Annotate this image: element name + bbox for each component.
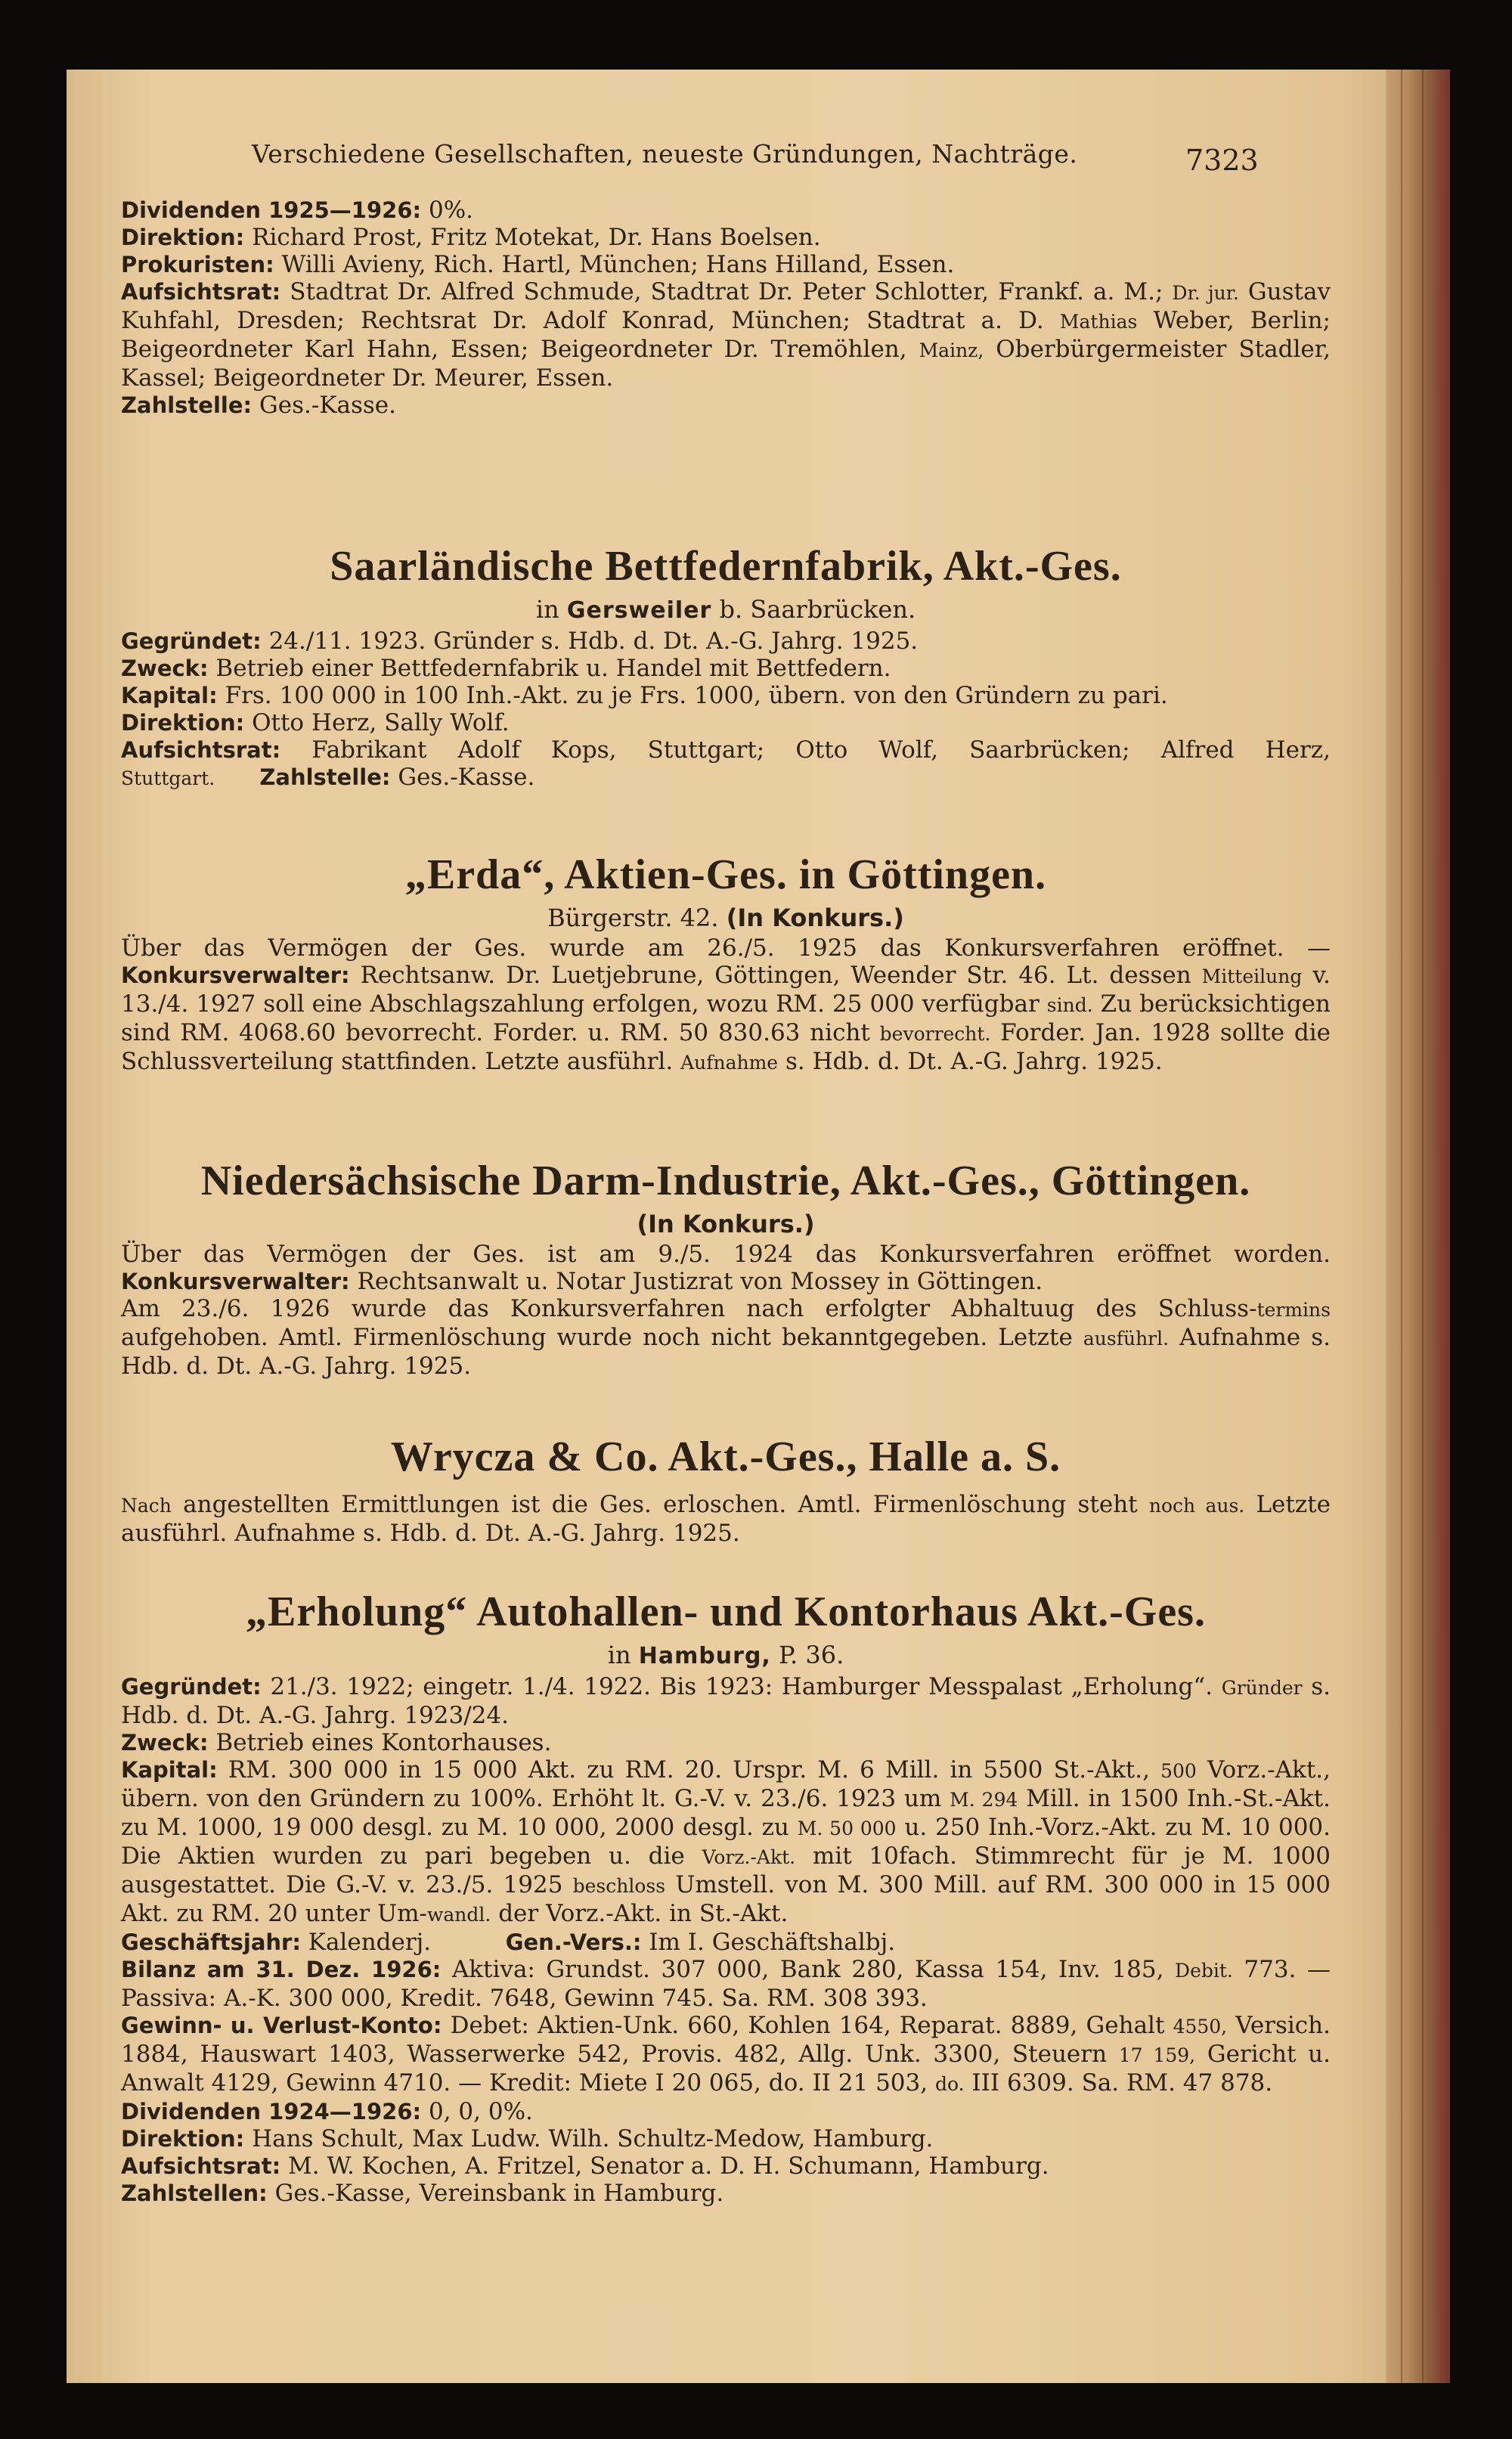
erholung-section — [121, 1585, 1331, 2207]
erholung-balance: Bilanz am 31. Dez. 1926: Aktiva: Grundst. 307 000, Bank 280, Kassa 154, Inv. 185, Debit. 773. — Passiva: A.-K. 300 000, Kredit. 7648, Gewinn 745. Sa. RM. 308 393. — [121, 1956, 1331, 2012]
running-title: Verschiedene Gesellschaften, neueste Gründungen, Nachträge. — [252, 139, 1078, 169]
wrycza-text: Nach angestellten Ermittlungen ist die Ges. erloschen. Amtl. Firmenlöschung steht noch aus. Letzte ausführl. Aufnahme s. Hdb. d. Dt. A.-G. Jahrg. 1925. — [121, 1491, 1331, 1547]
intro-section — [121, 197, 1331, 419]
erda-section — [121, 848, 1331, 1077]
erholung-dividends: Dividenden 1924—1926: 0, 0, 0%. — [121, 2098, 533, 2125]
darm-text-2: Am 23./6. 1926 wurde das Konkursverfahren nach erfolgter Abhaltuug des Schluss-termins aufgehoben. Amtl. Firmenlöschung wurde noch nicht bekanntgegeben. Letzte ausführl. Aufnahme s. Hdb. d. Dt. A.-G. Jahrg. 1925. — [121, 1295, 1331, 1380]
saar-title: Saarländische Bettfedernfabrik, Akt.-Ges. — [330, 543, 1122, 590]
erholung-purpose: Zweck: Betrieb eines Kontorhauses. — [121, 1729, 552, 1756]
wrycza-section — [121, 1430, 1331, 1547]
darm-title: Niedersächsische Darm-Industrie, Akt.-Ges., Göttingen. — [200, 1158, 1251, 1204]
saar-capital: Kapital: Frs. 100 000 in 100 Inh.-Akt. zu je Frs. 1000, übern. von den Gründern zu pari. — [121, 682, 1168, 709]
darm-section — [121, 1154, 1331, 1380]
erholung-founded: Gegründet: 21./3. 1922; eingetr. 1./4. 1922. Bis 1923: Hamburger Messpalast „Erholung“. Gründer s. Hdb. d. Dt. A.-G. Jahrg. 1923/24. — [121, 1673, 1331, 1729]
erholung-capital: Kapital: RM. 300 000 in 15 000 Akt. zu RM. 20. Urspr. M. 6 Mill. in 5500 St.-Akt., 500 Vorz.-Akt., übern. von den Gründern zu 100%. Erhöht lt. G.-V. v. 23./6. 1923 um M. 294 Mill. in 1500 Inh.-St.-Akt. zu M. 1000, 19 000 desgl. zu M. 10 000, 2000 desgl. zu M. 50 000 u. 250 Inh.-Vorz.-Akt. zu M. 10 000. Die Aktien wurden zu pari begeben u. die Vorz.-Akt. mit 10fach. Stimmrecht für je M. 1000 ausgestattet. Die G.-V. v. 23./5. 1925 beschloss Umstell. von M. 300 Mill. auf RM. 300 000 in 15 000 Akt. zu RM. 20 unter Um-wandl. der Vorz.-Akt. in St.-Akt. — [121, 1756, 1331, 1927]
saar-section — [121, 540, 1331, 792]
erholung-profit-loss: Gewinn- u. Verlust-Konto: Debet: Aktien-Unk. 660, Kohlen 164, Reparat. 8889, Gehalt 4550, Versich. 1884, Hauswart 1403, Wasserwerke 542, Provis. 482, Allg. Unk. 3300, Steuern 17 159, Gericht u. Anwalt 4129, Gewinn 4710. — Kredit: Miete I 20 065, do. II 21 503, do. III 6309. Sa. RM. 47 878. — [121, 2012, 1331, 2097]
book-page — [67, 70, 1450, 2383]
paying-office-line: Zahlstelle: Ges.-Kasse. — [121, 392, 396, 419]
book-spine — [1386, 70, 1450, 2383]
page-number: 7323 — [1185, 144, 1259, 177]
saar-purpose: Zweck: Betrieb einer Bettfedernfabrik u. Handel mit Bettfedern. — [121, 655, 891, 682]
procurists-line: Prokuristen: Willi Avieny, Rich. Hartl, München; Hans Hilland, Essen. — [121, 251, 955, 278]
erholung-board: Aufsichtsrat: M. W. Kochen, A. Fritzel, Senator a. D. H. Schumann, Hamburg. — [121, 2152, 1049, 2180]
page-content — [67, 70, 1352, 2383]
erda-subtitle: Bürgerstr. 42. (In Konkurs.) — [547, 903, 904, 932]
saar-direction: Direktion: Otto Herz, Sally Wolf. — [121, 709, 510, 736]
supervisory-board-text: Aufsichtsrat: Stadtrat Dr. Alfred Schmude, Stadtrat Dr. Peter Schlotter, Frankf. a. M.; Dr. jur. Gustav Kuhfahl, Dresden; Rechtsrat Dr. Adolf Konrad, München; Stadtrat a. D. Mathias Weber, Berlin; Beigeordneter Karl Hahn, Essen; Beigeordneter Dr. Tremöhlen, Mainz, Oberbürgermeister Stadler, Kassel; Beigeordneter Dr. Meurer, Essen. — [121, 278, 1331, 392]
saar-subtitle: in Gersweiler b. Saarbrücken. — [535, 595, 916, 624]
erholung-fiscal-year: Geschäftsjahr: Kalenderj. Gen.-Vers.: Im I. Geschäftshalbj. — [121, 1929, 896, 1956]
direction-line: Direktion: Richard Prost, Fritz Motekat, Dr. Hans Boelsen. — [121, 224, 821, 251]
saar-board: Aufsichtsrat: Fabrikant Adolf Kops, Stuttgart; Otto Wolf, Saarbrücken; Alfred Herz, Stuttgart. Zahlstelle: Ges.-Kasse. — [121, 736, 1331, 791]
darm-subtitle: (In Konkurs.) — [637, 1210, 815, 1238]
erholung-paying-offices: Zahlstellen: Ges.-Kasse, Vereinsbank in Hamburg. — [121, 2180, 724, 2207]
dividends-line: Dividenden 1925—1926: 0%. — [121, 197, 474, 224]
wrycza-title: Wrycza & Co. Akt.-Ges., Halle a. S. — [390, 1433, 1061, 1480]
erholung-direction: Direktion: Hans Schult, Max Ludw. Wilh. Schultz-Medow, Hamburg. — [121, 2125, 934, 2152]
darm-text: Über das Vermögen der Ges. ist am 9./5. 1924 das Konkursverfahren eröffnet worden. Konkursverwalter: Rechtsanwalt u. Notar Justizrat von Mossey in Göttingen. — [121, 1241, 1331, 1295]
erda-title: „Erda“, Aktien-Ges. in Göttingen. — [404, 851, 1047, 898]
saar-founded: Gegründet: 24./11. 1923. Gründer s. Hdb. d. Dt. A.-G. Jahrg. 1925. — [121, 628, 919, 655]
erda-text: Über das Vermögen der Ges. wurde am 26./5. 1925 das Konkursverfahren eröffnet. — Konkursverwalter: Rechtsanw. Dr. Luetjebrune, Göttingen, Weender Str. 46. Lt. dessen Mitteilung v. 13./4. 1927 soll eine Abschlagszahlung erfolgen, wozu RM. 25 000 verfügbar sind. Zu berücksichtigen sind RM. 4068.60 bevorrecht. Forder. u. RM. 50 830.63 nicht bevorrecht. Forder. Jan. 1928 sollte die Schlussverteilung stattfinden. Letzte ausführl. Aufnahme s. Hdb. d. Dt. A.-G. Jahrg. 1925. — [121, 934, 1331, 1075]
erholung-title: „Erholung“ Autohallen- und Kontorhaus Akt.-Ges. — [246, 1588, 1206, 1635]
erholung-subtitle: in Hamburg, P. 36. — [607, 1641, 844, 1669]
